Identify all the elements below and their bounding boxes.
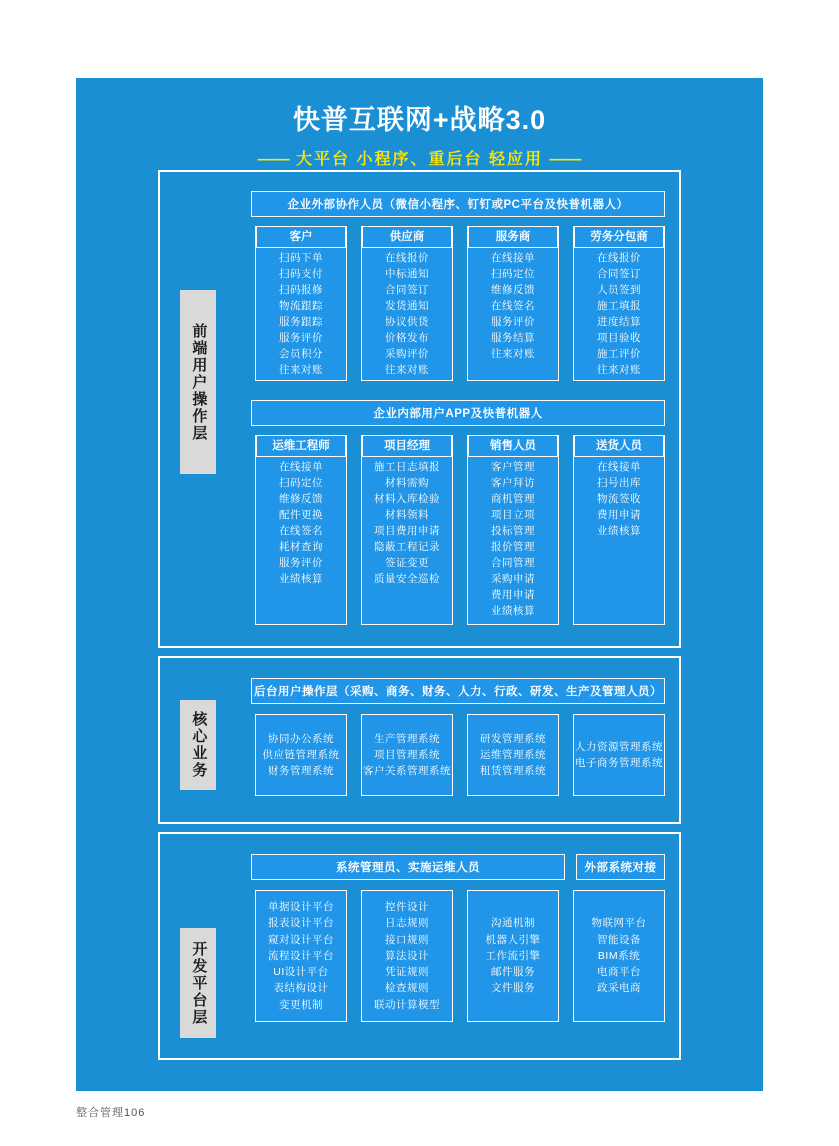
list-item: 扫码定位	[279, 476, 323, 489]
card-service-provider-items	[468, 251, 558, 363]
card-core-group-4	[573, 714, 665, 796]
page-footer: 整合管理106	[76, 1107, 146, 1119]
card-dev-services	[467, 890, 559, 1022]
list-item: 材料入库检验	[374, 492, 440, 505]
list-item: 租赁管理系统	[480, 765, 546, 778]
list-item: 业绩核算	[279, 572, 323, 585]
page-subtitle	[76, 146, 763, 169]
list-item: 客户管理	[491, 461, 535, 473]
banner-internal-users: 企业内部用户APP及快普机器人	[251, 400, 665, 426]
list-item: 发货通知	[385, 299, 429, 312]
list-item: 联动计算模型	[374, 998, 440, 1011]
banner-external-partners: 企业外部协作人员（微信小程序、钉钉或PC平台及快普机器人）	[251, 191, 665, 217]
poster-canvas	[76, 78, 763, 1091]
card-core-group-1	[255, 714, 347, 796]
card-dev-rules	[361, 890, 453, 1022]
list-item: 费用申请	[597, 508, 641, 521]
card-sales-staff-items	[468, 460, 558, 620]
list-item: 控件设计	[385, 901, 429, 914]
title-block	[76, 78, 763, 169]
list-item: 财务管理系统	[268, 765, 334, 778]
card-sales-staff-title: 销售人员	[468, 435, 558, 457]
banner-system-admin: 系统管理员、实施运维人员	[251, 854, 565, 880]
card-labor-subcontractor-items	[574, 251, 664, 379]
card-service-provider-title: 服务商	[468, 226, 558, 248]
list-item: 研发管理系统	[480, 732, 546, 745]
list-item: 项目验收	[597, 331, 641, 344]
list-item: 服务评价	[279, 556, 323, 569]
list-item: 施工日志填报	[374, 461, 440, 473]
list-item: 扫码定位	[491, 267, 535, 280]
list-item: 凭证规则	[385, 966, 429, 979]
card-project-manager	[361, 435, 453, 625]
card-delivery-staff	[573, 435, 665, 625]
list-item: 在线接单	[597, 461, 641, 473]
list-item: 业绩核算	[491, 604, 535, 617]
subtitle-dash-right: ——	[549, 151, 582, 169]
list-item: 表结构设计	[273, 982, 329, 995]
subtitle-dash-left: ——	[257, 151, 290, 169]
list-item: 日志规则	[385, 917, 429, 930]
list-item: 在线签名	[491, 299, 535, 312]
card-customer-items	[256, 251, 346, 379]
card-project-manager-items	[362, 460, 452, 588]
side-label-dev	[180, 928, 216, 1038]
list-item: 人力资源管理系统	[575, 740, 663, 753]
side-label-core	[180, 700, 216, 790]
list-item: 费用申请	[491, 588, 535, 601]
list-item: 配件更换	[279, 508, 323, 521]
list-item: 算法设计	[385, 949, 429, 962]
list-item: 往来对账	[491, 347, 535, 360]
list-item: 文件服务	[491, 982, 535, 995]
list-item: 客户拜访	[491, 476, 535, 489]
list-item: 流程设计平台	[268, 949, 334, 962]
card-labor-subcontractor-title: 劳务分包商	[574, 226, 664, 248]
list-item: 服务评价	[491, 315, 535, 328]
list-item: 电子商务管理系统	[575, 757, 663, 769]
list-item: 单据设计平台	[268, 901, 334, 914]
list-item: 在线报价	[597, 252, 641, 264]
card-supplier-items	[362, 251, 452, 379]
card-supplier	[361, 226, 453, 381]
side-label-core-text: 核心业务	[190, 711, 208, 779]
list-item: 协同办公系统	[268, 732, 334, 745]
list-item: 服务评价	[279, 331, 323, 344]
list-item: 供应链管理系统	[262, 748, 340, 761]
list-item: 质量安全巡检	[374, 572, 440, 585]
list-item: 报价管理	[491, 540, 535, 553]
list-item: 在线接单	[491, 252, 535, 264]
list-item: 服务跟踪	[279, 315, 323, 328]
list-item: 合同签订	[597, 267, 641, 280]
list-item: 政采电商	[597, 982, 641, 995]
subtitle-text: 大平台 小程序、重后台 轻应用	[296, 151, 543, 169]
list-item: 服务结算	[491, 331, 535, 344]
list-item: 客户关系管理系统	[363, 765, 451, 778]
list-item: 往来对账	[385, 363, 429, 376]
list-item: 维修反馈	[279, 492, 323, 505]
list-item: 维修反馈	[491, 283, 535, 296]
list-item: 往来对账	[279, 363, 323, 376]
list-item: 变更机制	[279, 998, 323, 1011]
list-item: 在线报价	[385, 252, 429, 264]
list-item: 人员签到	[597, 283, 641, 296]
list-item: 在线接单	[279, 461, 323, 473]
list-item: 物联网平台	[591, 917, 647, 930]
list-item: 检查规则	[385, 982, 429, 995]
list-item: 机器人引擎	[485, 933, 541, 946]
list-item: 业绩核算	[597, 524, 641, 537]
card-ops-engineer	[255, 435, 347, 625]
list-item: 接口规则	[385, 933, 429, 946]
list-item: 隐蔽工程记录	[374, 540, 440, 553]
banner-external-system: 外部系统对接	[576, 854, 665, 880]
list-item: BIM系统	[597, 949, 641, 962]
card-labor-subcontractor	[573, 226, 665, 381]
card-core-group-2	[361, 714, 453, 796]
list-item: 窥对设计平台	[268, 933, 334, 946]
list-item: 材料领料	[385, 508, 429, 521]
list-item: 投标管理	[491, 524, 535, 537]
card-ops-engineer-items	[256, 460, 346, 588]
list-item: 采购申请	[491, 572, 535, 585]
list-item: 会员积分	[279, 347, 323, 360]
list-item: 中标通知	[385, 267, 429, 280]
list-item: 合同签订	[385, 283, 429, 296]
list-item: 扫码报修	[279, 283, 323, 296]
list-item: 物流签收	[597, 492, 641, 505]
card-sales-staff	[467, 435, 559, 625]
list-item: 耗材查询	[279, 540, 323, 553]
card-customer	[255, 226, 347, 381]
list-item: 生产管理系统	[374, 732, 440, 745]
card-supplier-title: 供应商	[362, 226, 452, 248]
list-item: 合同管理	[491, 556, 535, 569]
list-item: 项目立项	[491, 508, 535, 521]
list-item: 项目费用申请	[374, 524, 440, 537]
list-item: 扫号出库	[597, 476, 641, 489]
card-external-systems	[573, 890, 665, 1022]
list-item: 报表设计平台	[268, 917, 334, 930]
list-item: 物流跟踪	[279, 299, 323, 312]
list-item: 扫码支付	[279, 267, 323, 280]
list-item: 智能设备	[597, 933, 641, 946]
card-service-provider	[467, 226, 559, 381]
list-item: 签证变更	[385, 556, 429, 569]
list-item: 施工填报	[597, 299, 641, 312]
list-item: 运维管理系统	[480, 748, 546, 761]
list-item: 采购评价	[385, 347, 429, 360]
card-delivery-staff-items	[574, 460, 664, 540]
list-item: 价格发布	[385, 331, 429, 344]
card-dev-design-platforms	[255, 890, 347, 1022]
list-item: UI设计平台	[273, 966, 329, 979]
side-label-dev-text: 开发平台层	[190, 940, 208, 1026]
list-item: 项目管理系统	[374, 748, 440, 761]
list-item: 电商平台	[597, 966, 641, 979]
list-item: 工作流引擎	[485, 949, 541, 962]
list-item: 材料需购	[385, 476, 429, 489]
card-delivery-staff-title: 送货人员	[574, 435, 664, 457]
list-item: 扫码下单	[279, 252, 323, 264]
side-label-frontend	[180, 290, 216, 474]
list-item: 协议供货	[385, 315, 429, 328]
list-item: 施工评价	[597, 347, 641, 360]
card-ops-engineer-title: 运维工程师	[256, 435, 346, 457]
list-item: 在线签名	[279, 524, 323, 537]
list-item: 进度结算	[597, 315, 641, 328]
side-label-frontend-text: 前端用户操作层	[190, 322, 208, 442]
card-customer-title: 客户	[256, 226, 346, 248]
list-item: 商机管理	[491, 492, 535, 505]
page-title: 快普互联网+战略3.0	[292, 105, 547, 135]
card-project-manager-title: 项目经理	[362, 435, 452, 457]
banner-backend-users: 后台用户操作层（采购、商务、财务、人力、行政、研发、生产及管理人员）	[251, 678, 665, 704]
list-item: 往来对账	[597, 363, 641, 376]
card-core-group-3	[467, 714, 559, 796]
list-item: 邮件服务	[491, 966, 535, 979]
list-item: 沟通机制	[491, 917, 535, 930]
